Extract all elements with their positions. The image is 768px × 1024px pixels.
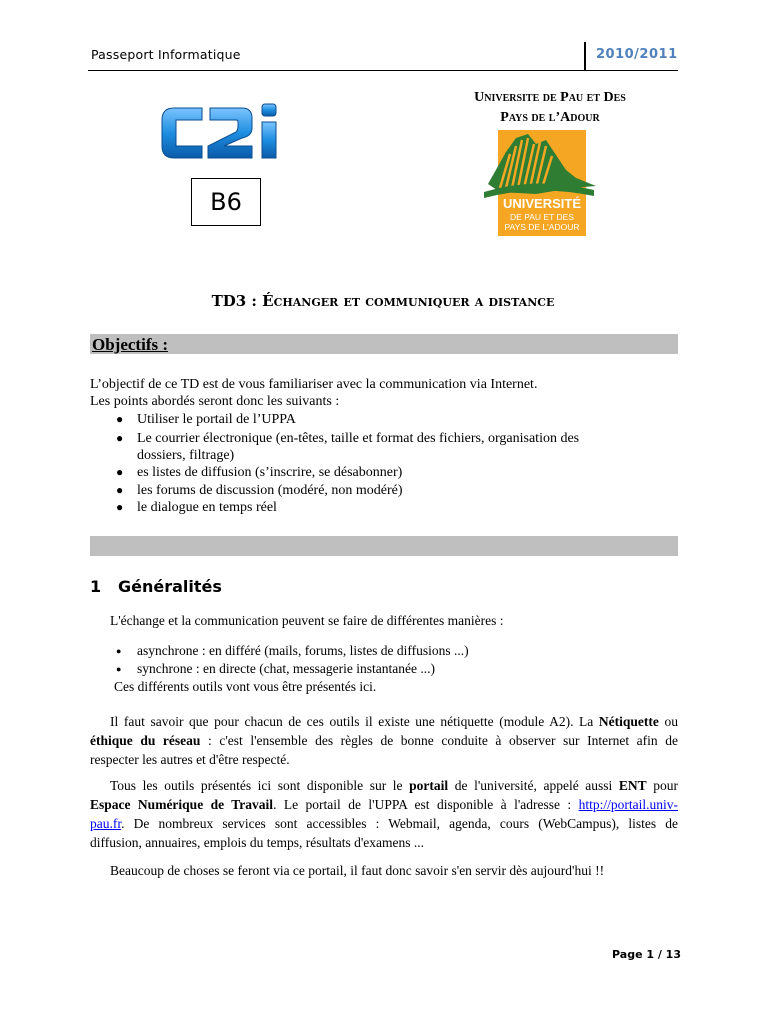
section-list-outro: Ces différents outils vont vous être présentés ici. — [114, 679, 377, 694]
section-list — [0, 642, 768, 682]
uppa-logo-line3: PAYS DE L'ADOUR — [504, 222, 580, 232]
text-run: de l'université, appelé aussi — [448, 778, 619, 793]
bullet-marker: ● — [116, 500, 124, 514]
university-name-line1: Universite de Pau et Des — [474, 90, 626, 105]
bold-term: portail — [409, 778, 449, 793]
portal-link[interactable]: http://portail.univ- — [578, 797, 678, 812]
bullet-marker: ● — [116, 646, 122, 656]
section-number: 1 — [90, 577, 102, 596]
list-item: les forums de discussion (modéré, non modéré) — [137, 483, 403, 498]
bullet-marker: ● — [116, 412, 124, 426]
text-run: pour — [646, 778, 678, 793]
header-separator — [584, 42, 586, 71]
bullet-marker: ● — [116, 431, 124, 445]
text-run: : c'est l'ensemble des règles de bonne conduite à observer sur Internet afin de — [200, 733, 678, 748]
objectifs-intro: L’objectif de ce TD est de vous familiariser avec la communication via Internet. — [90, 377, 538, 392]
list-item: le dialogue en temps réel — [137, 500, 277, 515]
bold-term: éthique du réseau — [90, 733, 201, 748]
text-run: diffusion, annuaires, emplois du temps, résultats d'examens ... — [90, 835, 424, 850]
c2i-logo — [158, 100, 298, 171]
objectifs-points-intro: Les points abordés seront donc les suivants : — [90, 394, 340, 409]
list-item: asynchrone : en différé (mails, forums, listes de diffusions ...) — [137, 643, 469, 658]
bullet-marker: ● — [116, 483, 124, 497]
objectifs-heading: Objectifs : — [92, 335, 169, 354]
text-run: Tous les outils présentés ici sont disponible sur le — [110, 778, 410, 793]
list-item: Le courrier électronique (en-têtes, taille et format des fichiers, organisation des — [137, 431, 580, 446]
section-intro: L'échange et la communication peuvent se faire de différentes manières : — [110, 613, 504, 628]
bullet-marker: ● — [116, 465, 124, 479]
netiquette-paragraph — [90, 712, 678, 769]
section-title: Généralités — [118, 577, 222, 596]
objectifs-list — [0, 411, 768, 521]
portal-paragraph — [90, 776, 678, 852]
section-divider-bar — [90, 536, 678, 556]
bold-term: Nétiquette — [598, 714, 659, 729]
list-item: es listes de diffusion (s’inscrire, se désabonner) — [137, 465, 403, 480]
document-title: TD3 : Échanger et communiquer a distance — [211, 292, 555, 310]
closing-paragraph: Beaucoup de choses se feront via ce portail, il faut donc savoir s'en servir dès aujourd'hui !! — [110, 863, 605, 878]
objectifs-bar — [90, 334, 678, 354]
page-number: Page 1 / 13 — [612, 948, 681, 961]
uppa-logo-line1: UNIVERSITÉ — [502, 196, 582, 211]
text-run: respecter les autres et d'être respecté. — [90, 752, 290, 767]
list-item: Utiliser le portail de l’UPPA — [137, 412, 296, 427]
bold-term: Espace Numérique de Travail — [90, 797, 274, 812]
uppa-logo-line2: DE PAU ET DES — [510, 212, 574, 222]
portal-link-continued[interactable]: pau.fr — [90, 816, 122, 831]
list-item: synchrone : en directe (chat, messagerie instantanée ...) — [137, 661, 435, 676]
university-name-line2: Pays de l’Adour — [500, 110, 600, 125]
university-name — [425, 88, 675, 128]
section-heading — [90, 577, 222, 596]
list-item-continued: dossiers, filtrage) — [137, 448, 235, 463]
bullet-marker: ● — [116, 664, 122, 674]
uppa-logo — [476, 128, 602, 243]
text-run: ou — [658, 714, 678, 729]
text-run: Il faut savoir que pour chacun de ces outils il existe une nétiquette (module A2). La — [110, 714, 599, 729]
text-run: . De nombreux services sont accessibles : Webmail, agenda, cours (WebCampus), listes de — [121, 816, 678, 831]
bold-term: ENT — [618, 778, 647, 793]
header-title: Passeport Informatique — [91, 47, 241, 62]
module-code-box: B6 — [191, 178, 261, 226]
text-run: . Le portail de l'UPPA est disponible à l'adresse : — [273, 797, 579, 812]
header-year: 2010/2011 — [596, 47, 678, 62]
header-rule — [88, 70, 678, 71]
